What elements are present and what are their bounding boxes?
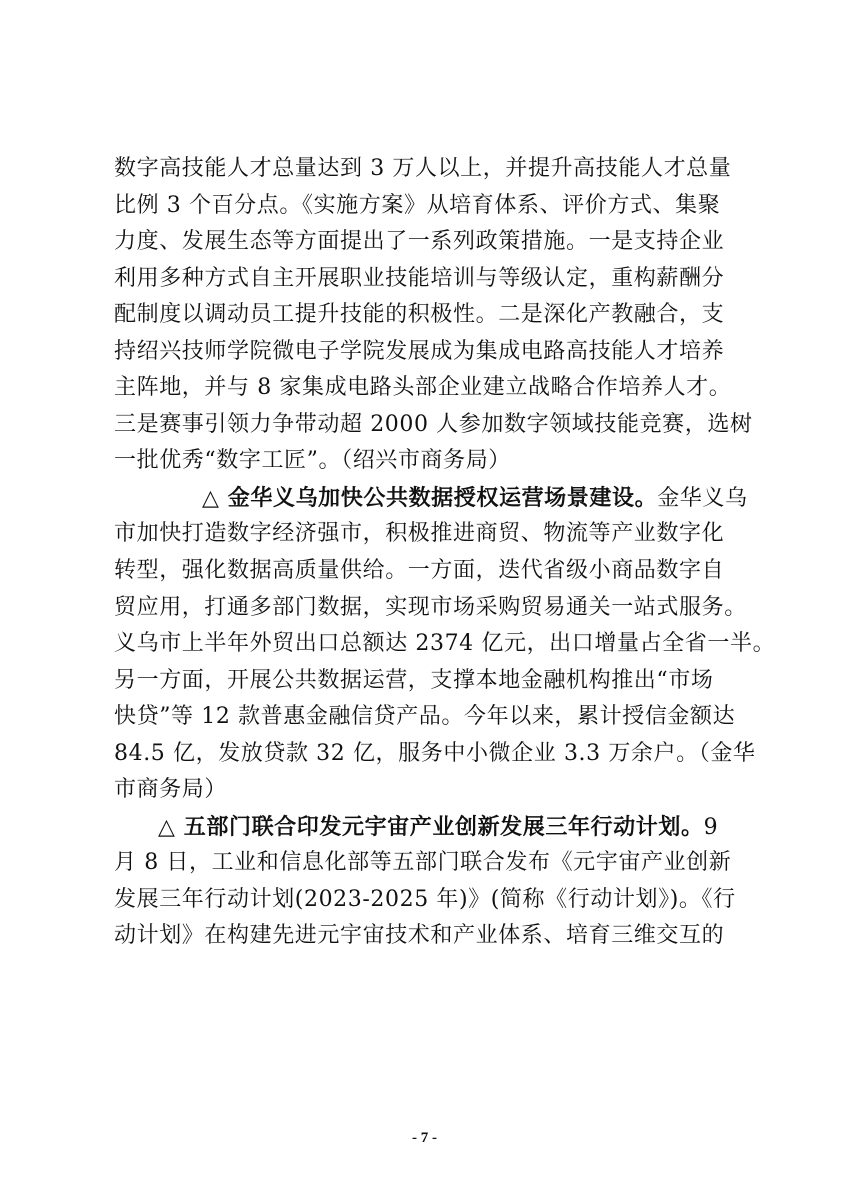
text-line: 动计划》在构建先进元宇宙技术和产业体系、培育三维交互的 xyxy=(114,923,725,949)
text-line: 另一方面，开展公共数据运营，支撑本地金融机构推出“市场 xyxy=(114,667,714,693)
text-line: 一批优秀“数字工匠”。（绍兴市商务局） xyxy=(114,448,511,474)
text-line: 持绍兴技师学院微电子学院发展成为集成电路高技能人才培养 xyxy=(114,338,725,364)
section-heading: △ 金华义乌加快公共数据授权运营场景建设。 xyxy=(202,484,658,511)
page-number: - 7 - xyxy=(412,1130,437,1146)
text-line: 转型，强化数据高质量供给。一方面，迭代省级小商品数字自 xyxy=(114,558,725,584)
text-line: 配制度以调动员工提升技能的积极性。二是深化产教融合，支 xyxy=(114,302,725,328)
text-line: 比例 3 个百分点。《实施方案》从培育体系、评价方式、集聚 xyxy=(114,192,721,218)
text-line: 84.5 亿，发放贷款 32 亿，服务中小微企业 3.3 万余户。（金华 xyxy=(114,740,756,766)
text-line: 利用多种方式自主开展职业技能培训与等级认定，重构薪酬分 xyxy=(114,265,725,291)
text-line: 市商务局） xyxy=(114,777,228,803)
text-line: 9 xyxy=(703,814,719,840)
section-heading: △ 五部门联合印发元宇宙产业创新发展三年行动计划。 xyxy=(158,813,704,840)
text-line: 贸应用，打通多部门数据，实现市场采购贸易通关一站式服务。 xyxy=(114,594,747,620)
text-line: 主阵地，并与 8 家集成电路头部企业建立战略合作培养人才。 xyxy=(114,375,732,401)
text-line: 发展三年行动计划(2023-2025 年)》(简称《行动计划》)。《行 xyxy=(114,886,736,912)
text-line: 三是赛事引领力争带动超 2000 人参加数字领域技能竞赛，选树 xyxy=(114,411,753,437)
section-heading-line xyxy=(114,809,744,846)
text-line: 数字高技能人才总量达到 3 万人以上，并提升高技能人才总量 xyxy=(114,156,732,181)
text-line: 月 8 日，工业和信息化部等五部门联合发布《元宇宙产业创新 xyxy=(114,850,732,876)
text-line: 快贷”等 12 款普惠金融信贷产品。今年以来，累计授信金额达 xyxy=(114,704,736,730)
section-heading-line xyxy=(114,480,748,517)
text-line: 义乌市上半年外贸出口总额达 2374 亿元，出口增量占全省一半。 xyxy=(114,631,776,657)
body-text xyxy=(114,151,776,955)
text-line: 市加快打造数字经济强市，积极推进商贸、物流等产业数字化 xyxy=(114,521,725,547)
text-line: 金华义乌 xyxy=(657,485,748,511)
text-line: 力度、发展生态等方面提出了一系列政策措施。一是支持企业 xyxy=(114,229,725,255)
